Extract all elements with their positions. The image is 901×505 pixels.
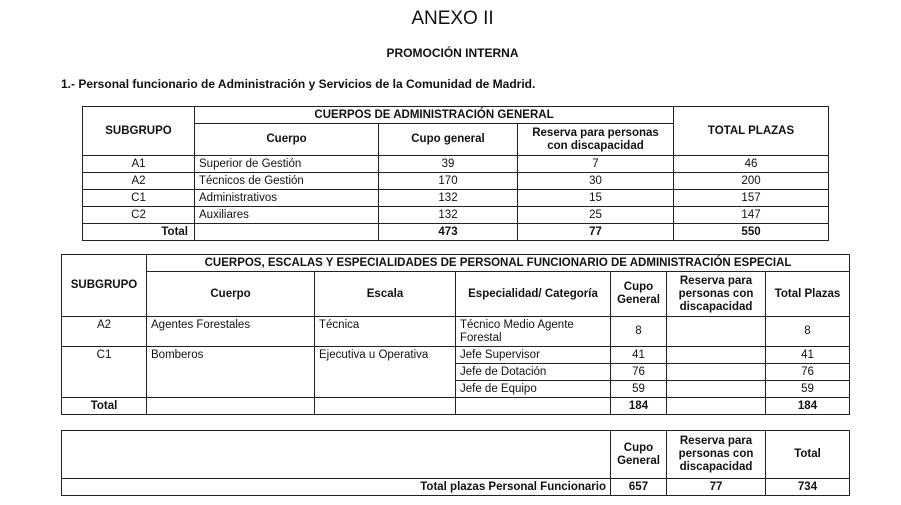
col-cupo: Cupo General <box>611 272 667 317</box>
cuerpo-cell: Administrativos <box>195 190 379 207</box>
subgrupo-cell: A2 <box>83 173 195 190</box>
empty-cell <box>456 398 611 415</box>
section-heading: 1.- Personal funcionario de Administración y Servicios de la Comunidad de Madrid. <box>61 77 536 91</box>
col-total: Total <box>766 431 850 479</box>
reserva-cell <box>667 347 766 364</box>
col-especialidad: Especialidad/ Categoría <box>456 272 611 317</box>
col-reserva: Reserva para personas con discapacidad <box>518 124 674 156</box>
total-cupo: 473 <box>379 224 518 241</box>
total-reserva: 77 <box>518 224 674 241</box>
cuerpo-cell: Técnicos de Gestión <box>195 173 379 190</box>
document-subtitle: PROMOCIÓN INTERNA <box>386 46 519 60</box>
total-label: Total <box>83 224 195 241</box>
table-row <box>83 173 829 190</box>
cuerpo-cell: Auxiliares <box>195 207 379 224</box>
subgrupo-cell: A1 <box>83 156 195 173</box>
table-row <box>83 207 829 224</box>
group-header: CUERPOS, ESCALAS Y ESPECIALIDADES DE PERSONAL FUNCIONARIO DE ADMINISTRACIÓN ESPECIAL <box>147 255 850 272</box>
cupo-cell: 41 <box>611 347 667 364</box>
total-reserva: 77 <box>667 479 766 496</box>
cupo-cell: 132 <box>379 190 518 207</box>
total-cell: 157 <box>674 190 829 207</box>
col-cuerpo: Cuerpo <box>195 124 379 156</box>
total-total: 550 <box>674 224 829 241</box>
table-row <box>62 317 850 347</box>
total-cupo: 657 <box>611 479 667 496</box>
total-cell: 46 <box>674 156 829 173</box>
empty-cell <box>315 398 456 415</box>
cuerpo-cell: Bomberos <box>147 347 315 398</box>
especialidad-cell: Jefe de Dotación <box>456 364 611 381</box>
col-cuerpo: Cuerpo <box>147 272 315 317</box>
empty-cell <box>147 398 315 415</box>
col-total: Total Plazas <box>766 272 850 317</box>
total-cell: 59 <box>766 381 850 398</box>
total-total: 734 <box>766 479 850 496</box>
cupo-cell: 59 <box>611 381 667 398</box>
total-row <box>83 224 829 241</box>
col-escala: Escala <box>315 272 456 317</box>
total-cell: 76 <box>766 364 850 381</box>
cuerpo-cell: Agentes Forestales <box>147 317 315 347</box>
total-cell: 200 <box>674 173 829 190</box>
reserva-cell <box>667 364 766 381</box>
reserva-cell: 30 <box>518 173 674 190</box>
reserva-cell: 15 <box>518 190 674 207</box>
total-cell: 8 <box>766 317 850 347</box>
cupo-cell: 39 <box>379 156 518 173</box>
especialidad-cell: Técnico Medio Agente Forestal <box>456 317 611 347</box>
col-cupo: Cupo General <box>611 431 667 479</box>
total-label: Total <box>62 398 147 415</box>
col-cupo: Cupo general <box>379 124 518 156</box>
table-row <box>83 156 829 173</box>
total-header: TOTAL PLAZAS <box>674 107 829 156</box>
table-row <box>83 190 829 207</box>
summary-table <box>61 430 850 496</box>
col-reserva: Reserva para personas con discapacidad <box>667 272 766 317</box>
subgrupo-cell: C1 <box>83 190 195 207</box>
col-reserva: Reserva para personas con discapacidad <box>667 431 766 479</box>
cupo-cell: 76 <box>611 364 667 381</box>
group-header: CUERPOS DE ADMINISTRACIÓN GENERAL <box>195 107 674 124</box>
escala-cell: Técnica <box>315 317 456 347</box>
subgrupo-cell: C1 <box>62 347 147 398</box>
especialidad-cell: Jefe de Equipo <box>456 381 611 398</box>
empty-cell <box>195 224 379 241</box>
cupo-cell: 170 <box>379 173 518 190</box>
especialidad-cell: Jefe Supervisor <box>456 347 611 364</box>
reserva-cell <box>667 381 766 398</box>
subgrupo-cell: A2 <box>62 317 147 347</box>
special-administration-table <box>61 254 850 415</box>
total-row <box>62 479 850 496</box>
subgrupo-cell: C2 <box>83 207 195 224</box>
escala-cell: Ejecutiva u Operativa <box>315 347 456 398</box>
total-row <box>62 398 850 415</box>
document-title: ANEXO II <box>411 8 494 29</box>
total-total: 184 <box>766 398 850 415</box>
cupo-cell: 8 <box>611 317 667 347</box>
reserva-cell: 25 <box>518 207 674 224</box>
subgrupo-header: SUBGRUPO <box>62 255 147 317</box>
cuerpo-cell: Superior de Gestión <box>195 156 379 173</box>
total-cell: 147 <box>674 207 829 224</box>
reserva-cell <box>667 317 766 347</box>
total-cupo: 184 <box>611 398 667 415</box>
empty-cell <box>667 398 766 415</box>
total-label: Total plazas Personal Funcionario <box>62 479 611 496</box>
cupo-cell: 132 <box>379 207 518 224</box>
reserva-cell: 7 <box>518 156 674 173</box>
subgrupo-header: SUBGRUPO <box>83 107 195 156</box>
general-administration-table <box>82 106 829 241</box>
empty-header <box>62 431 611 479</box>
total-cell: 41 <box>766 347 850 364</box>
table-row <box>62 347 850 364</box>
